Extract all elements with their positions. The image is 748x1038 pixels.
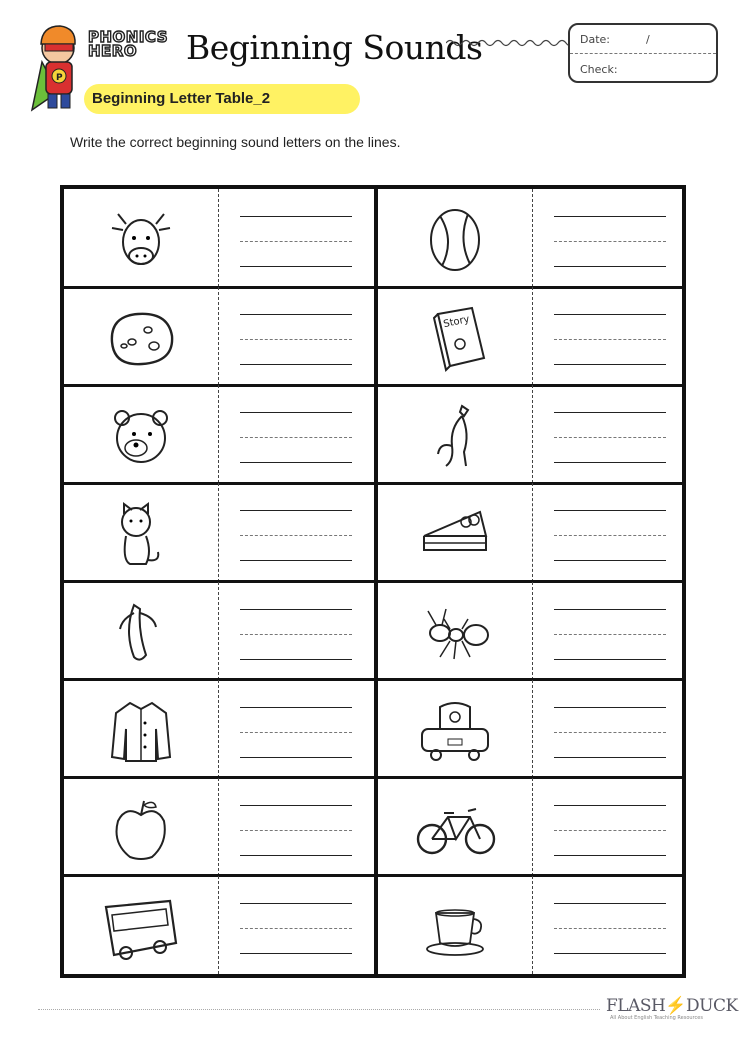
teacup-icon — [410, 885, 500, 965]
cell-divider — [218, 483, 219, 581]
apple-icon — [96, 787, 186, 867]
cow-icon — [96, 198, 186, 278]
cell-divider — [218, 189, 219, 287]
midline-dashed[interactable] — [240, 732, 352, 733]
top-writing-line[interactable] — [240, 412, 352, 413]
top-writing-line[interactable] — [554, 412, 666, 413]
worksheet-cell — [378, 680, 682, 778]
baseline-writing-line[interactable] — [554, 560, 666, 561]
baseline-writing-line[interactable] — [554, 757, 666, 758]
cell-divider — [218, 680, 219, 778]
cell-divider — [218, 385, 219, 483]
worksheet-cell — [378, 287, 682, 385]
cell-divider — [218, 778, 219, 876]
worksheet-cell — [64, 876, 368, 974]
cell-divider — [532, 483, 533, 581]
midline-dashed[interactable] — [240, 339, 352, 340]
midline-dashed[interactable] — [554, 634, 666, 635]
midline-dashed[interactable] — [240, 928, 352, 929]
instructions: Write the correct beginning sound letters on the lines. — [70, 134, 401, 150]
top-writing-line[interactable] — [240, 216, 352, 217]
bus-icon — [96, 885, 186, 965]
phonics-hero-logo — [88, 30, 168, 58]
phonics-hero-mascot-icon — [28, 22, 90, 114]
baseline-writing-line[interactable] — [240, 266, 352, 267]
midline-dashed[interactable] — [240, 830, 352, 831]
date-check-divider — [570, 53, 716, 54]
worksheet-cell — [64, 680, 368, 778]
top-writing-line[interactable] — [554, 510, 666, 511]
baseline-writing-line[interactable] — [240, 560, 352, 561]
worksheet-cell — [64, 189, 368, 287]
subtitle-banner: Beginning Letter Table_2 — [84, 84, 360, 114]
svg-text:P: P — [56, 73, 63, 83]
cell-divider — [532, 385, 533, 483]
bear-icon — [96, 394, 186, 474]
worksheet-cell — [64, 778, 368, 876]
pie-icon — [410, 492, 500, 572]
cell-divider — [532, 582, 533, 680]
ball-icon — [410, 198, 500, 278]
dinosaur-icon — [410, 394, 500, 474]
date-check-box — [568, 23, 718, 83]
baseline-writing-line[interactable] — [240, 757, 352, 758]
worksheet-cell — [378, 385, 682, 483]
midline-dashed[interactable] — [554, 535, 666, 536]
date-separator: / — [646, 33, 650, 46]
cell-divider — [532, 680, 533, 778]
midline-dashed[interactable] — [554, 830, 666, 831]
cell-divider — [218, 582, 219, 680]
baseline-writing-line[interactable] — [240, 659, 352, 660]
worksheet-cell — [378, 876, 682, 974]
midline-dashed[interactable] — [554, 339, 666, 340]
worksheet-table — [60, 185, 686, 978]
top-writing-line[interactable] — [240, 805, 352, 806]
worksheet-cell — [378, 483, 682, 581]
worksheet-cell — [64, 582, 368, 680]
baseline-writing-line[interactable] — [554, 364, 666, 365]
baseline-writing-line[interactable] — [240, 953, 352, 954]
midline-dashed[interactable] — [554, 732, 666, 733]
midline-dashed[interactable] — [554, 437, 666, 438]
logo-line1: PHONICS — [88, 28, 169, 46]
cell-divider — [532, 189, 533, 287]
baseline-writing-line[interactable] — [554, 462, 666, 463]
top-writing-line[interactable] — [554, 609, 666, 610]
check-label: Check: — [580, 63, 618, 76]
flashduck-logo — [606, 996, 738, 1016]
top-writing-line[interactable] — [554, 216, 666, 217]
cell-divider — [218, 876, 219, 974]
cell-divider — [532, 778, 533, 876]
taxi-icon — [410, 689, 500, 769]
baseline-writing-line[interactable] — [240, 462, 352, 463]
baseline-writing-line[interactable] — [554, 855, 666, 856]
midline-dashed[interactable] — [240, 535, 352, 536]
top-writing-line[interactable] — [240, 314, 352, 315]
banana-icon — [96, 591, 186, 671]
brand-name-b: DUCK — [686, 996, 738, 1016]
worksheet-cell — [64, 385, 368, 483]
logo-line2: HERO — [88, 42, 138, 60]
wavy-line-decoration — [446, 36, 570, 50]
cat-icon — [96, 492, 186, 572]
date-label: Date: — [580, 33, 610, 46]
top-writing-line[interactable] — [554, 805, 666, 806]
worksheet-cell — [378, 582, 682, 680]
footer-divider — [38, 1009, 600, 1010]
baseline-writing-line[interactable] — [554, 659, 666, 660]
top-writing-line[interactable] — [554, 707, 666, 708]
worksheet-cell — [378, 189, 682, 287]
midline-dashed[interactable] — [240, 634, 352, 635]
top-writing-line[interactable] — [240, 609, 352, 610]
top-writing-line[interactable] — [240, 707, 352, 708]
worksheet-cell — [64, 287, 368, 385]
baseline-writing-line[interactable] — [240, 364, 352, 365]
lightning-bolt-icon: ⚡ — [665, 996, 687, 1016]
top-writing-line[interactable] — [240, 510, 352, 511]
cell-divider — [532, 876, 533, 974]
worksheet-cell — [64, 483, 368, 581]
top-writing-line[interactable] — [554, 903, 666, 904]
midline-dashed[interactable] — [240, 241, 352, 242]
svg-text:Story: Story — [442, 314, 471, 331]
top-writing-line[interactable] — [554, 314, 666, 315]
baseline-writing-line[interactable] — [554, 266, 666, 267]
cell-divider — [218, 287, 219, 385]
cell-divider — [532, 287, 533, 385]
worksheet-cell — [378, 778, 682, 876]
baseline-writing-line[interactable] — [240, 855, 352, 856]
baseline-writing-line[interactable] — [554, 953, 666, 954]
midline-dashed[interactable] — [240, 437, 352, 438]
page-title: Beginning Sounds — [186, 28, 483, 67]
brand-tagline — [610, 1015, 703, 1021]
story-book-icon — [410, 296, 500, 376]
top-writing-line[interactable] — [240, 903, 352, 904]
coat-icon — [96, 689, 186, 769]
ant-icon — [410, 591, 500, 671]
midline-dashed[interactable] — [554, 928, 666, 929]
midline-dashed[interactable] — [554, 241, 666, 242]
bike-icon — [410, 787, 500, 867]
tagline-a: All About English — [610, 1015, 653, 1021]
cookie-icon — [96, 296, 186, 376]
tagline-b: Teaching Resources — [653, 1015, 703, 1021]
brand-name-a: FLASH — [606, 996, 666, 1016]
